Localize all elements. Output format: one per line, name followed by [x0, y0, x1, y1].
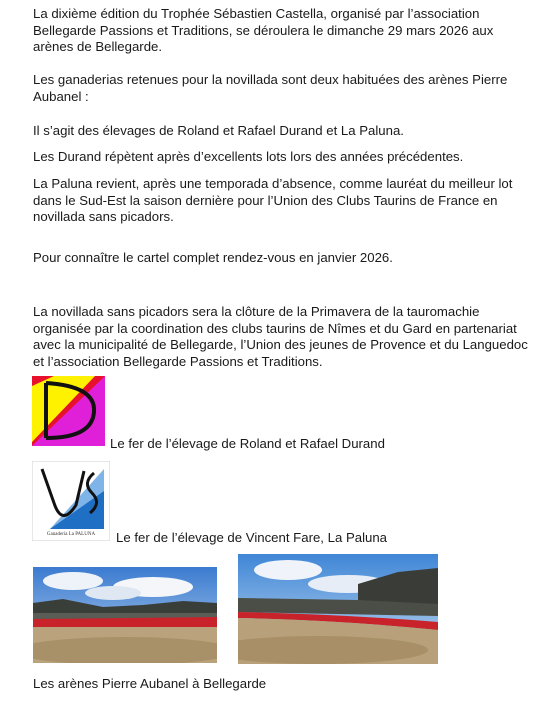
article-paragraph-6: Pour connaître le cartel complet rendez-vous en janvier 2026. — [33, 250, 393, 265]
article-paragraph-3: Il s’agit des élevages de Roland et Rafael Durand et La Paluna. — [33, 123, 404, 138]
article-paragraph-7: La novillada sans picadors sera la clôture de la Primavera de la tauromachie organisée par la coordination des clubs taurins de Nîmes et du Gard en partenariat avec la municipalité de Bellegarde, l’Union des jeunes de Provence et du Languedoc et l’association Bellegarde Passions et Traditions. — [33, 304, 528, 369]
article-paragraph-1: La dixième édition du Trophée Sébastien Castella, organisé par l’association Bellegarde Passions et Traditions, se déroulera le dimanche 29 mars 2026 aux arènes de Bellegarde. — [33, 6, 494, 54]
arena-photo-1 — [33, 567, 217, 663]
durand-caption: Le fer de l’élevage de Roland et Rafael Durand — [110, 436, 385, 451]
durand-brand-logo — [32, 376, 105, 446]
arena-photo-2 — [238, 554, 438, 664]
article-paragraph-2: Les ganaderias retenues pour la novillada sont deux habituées des arènes Pierre Aubanel : — [33, 72, 508, 104]
paluna-brand-logo — [32, 461, 110, 541]
arena-caption: Les arènes Pierre Aubanel à Bellegarde — [33, 676, 267, 691]
article-paragraph-4: Les Durand répètent après d’excellents lots lors des années précédentes. — [33, 149, 464, 164]
paluna-caption: Le fer de l’élevage de Vincent Fare, La Paluna — [116, 530, 388, 545]
article-paragraph-5: La Paluna revient, après une temporada d’absence, comme lauréat du meilleur lot dans le Sud-Est la saison dernière pour l’Union des Clubs Taurins de France en novillada sans picadors. — [33, 176, 513, 224]
paluna-logo-text: Ganaderia La PALUNA — [46, 532, 96, 537]
